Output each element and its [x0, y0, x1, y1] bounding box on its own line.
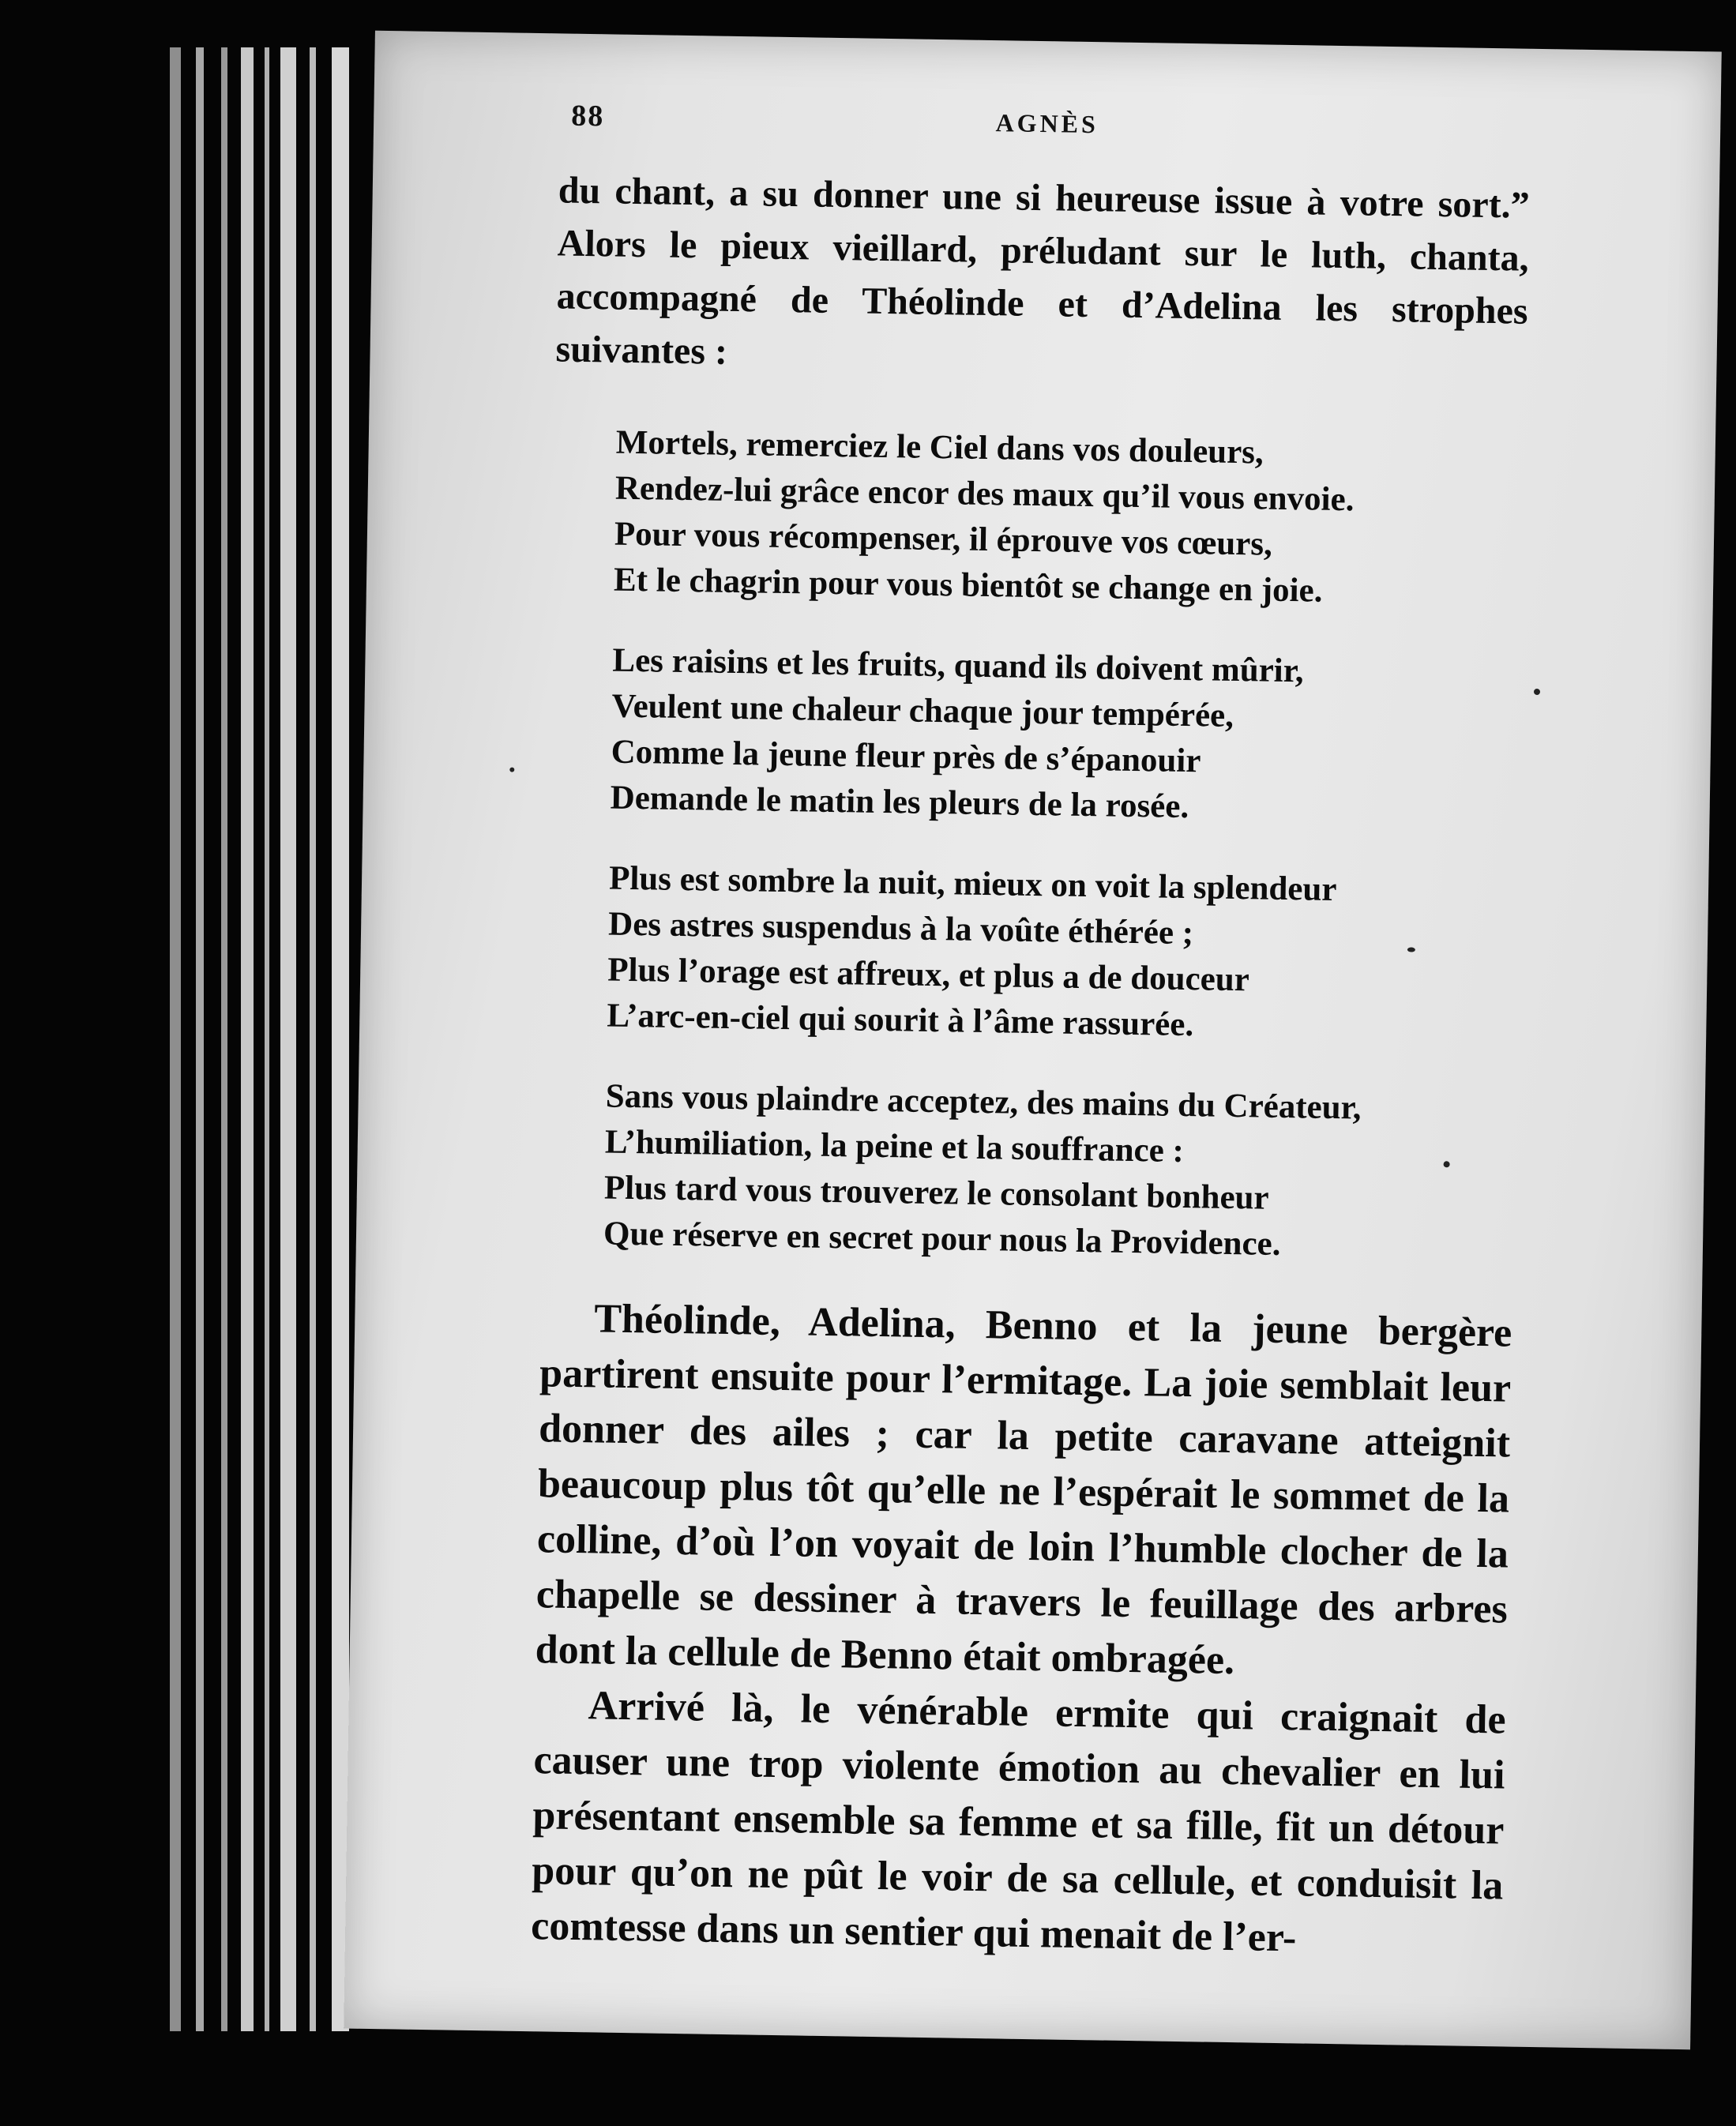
stanza: [610, 638, 1523, 836]
verse-line: Pour vous récompenser, il éprouve vos cœurs,: [614, 515, 1273, 563]
stanza: [614, 420, 1527, 618]
poem: [603, 420, 1527, 1271]
page-body: [531, 163, 1530, 1969]
page-edge: [332, 47, 349, 2031]
running-head: [374, 96, 1721, 164]
page-edge: [221, 47, 227, 2031]
verse-line: Demande le matin les pleurs de la rosée.: [610, 779, 1189, 826]
page-edge: [196, 47, 204, 2031]
verse-line: Rendez-lui grâce encor des maux qu’il vous envoie.: [614, 469, 1355, 519]
verse-line: Sans vous plaindre acceptez, des mains du Créateur,: [605, 1077, 1362, 1127]
page-edge: [310, 47, 316, 2031]
stanza: [607, 856, 1520, 1054]
opening-paragraph: du chant, a su donner une si heureuse issue à votre sort.” Alors le pieux vieillard, préludant sur le luth, chanta, accompagné de Théolinde et d’Adelina les strophes suivantes :: [555, 169, 1531, 373]
running-title: AGNÈS: [995, 108, 1099, 139]
scan-speck: [509, 768, 514, 772]
stanza: [603, 1074, 1516, 1271]
verse-line: L’arc-en-ciel qui sourit à l’âme rassurée.: [607, 997, 1194, 1044]
page-number: 88: [570, 99, 605, 133]
paragraph: Théolinde, Adelina, Benno et la jeune bergère partirent ensuite pour l’ermitage. La joie semblait leur donner des ailes ; car la petite caravane atteignit beaucoup plus tôt qu’elle ne l’espérait le sommet de la colline, d’où l’on voyait de loin l’humble clocher de la chapelle se dessiner à travers le feuillage des arbres dont la cellule de Benno était ombragée.: [535, 1296, 1512, 1684]
verse-line: Mortels, remerciez le Ciel dans vos douleurs,: [615, 423, 1264, 471]
verse-line: Plus tard vous trouverez le consolant bonheur: [603, 1169, 1269, 1217]
page-edge: [265, 47, 269, 2031]
verse-line: Plus est sombre la nuit, mieux on voit la splendeur: [608, 859, 1337, 909]
page-edge: [241, 47, 254, 2031]
verse-line: Des astres suspendus à la voûte éthérée ;: [607, 905, 1194, 952]
scan-speck: [1407, 947, 1415, 952]
book-page: [344, 31, 1722, 2049]
verse-line: Comme la jeune fleur près de s’épanouir: [611, 733, 1201, 780]
page-edge: [170, 47, 181, 2031]
verse-line: Veulent une chaleur chaque jour tempérée,: [611, 687, 1234, 734]
verse-line: L’humiliation, la peine et la souffrance :: [604, 1123, 1185, 1170]
verse-line: Les raisins et les fruits, quand ils doivent mûrir,: [612, 641, 1304, 690]
scan-speck: [1534, 689, 1540, 695]
paragraph: Arrivé là, le vénérable ermite qui craignait de causer une trop violente émotion au chevalier en lui présentant ensemble sa femme et sa fille, fit un détour pour qu’on ne pût le voir de sa cellule, et conduisit la comtesse dans un sentier qui menait de l’er-: [530, 1683, 1506, 1961]
verse-line: Et le chagrin pour vous bientôt se change en joie.: [613, 561, 1323, 610]
verse-line: Que réserve en secret pour nous la Providence.: [603, 1215, 1281, 1263]
page-edge: [280, 47, 296, 2031]
verse-line: Plus l’orage est affreux, et plus a de douceur: [607, 951, 1250, 999]
